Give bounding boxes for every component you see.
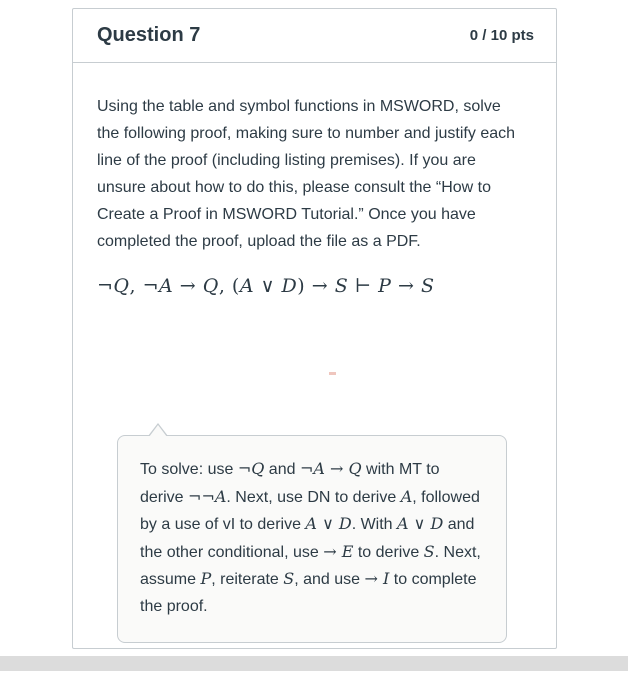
- question-body: [73, 63, 556, 297]
- question-card: [72, 8, 557, 649]
- hint-text: To solve: use ¬Q and ¬A → Q with MT to derive ¬¬A. Next, use DN to derive A, followed by a use of vI to derive A ∨ D. With A ∨ D and the other conditional, use → E to derive S. Next, assume P, reiterate S, and use → I to complete the proof.: [140, 459, 481, 615]
- cursor-mark: [329, 372, 336, 375]
- question-title: Question 7: [97, 24, 201, 46]
- proof-formula: ¬Q, ¬A → Q, (A ∨ D) → S ⊢ P → S: [97, 275, 435, 297]
- question-points: 0 / 10 pts: [469, 27, 534, 44]
- question-text: Using the table and symbol functions in MSWORD, solve the following proof, making sure to number and justify each line of the proof (including listing premises). If you are unsure about how to do this, please consult the “How to Create a Proof in MSWORD Tutorial.” Once you have completed the proof, upload the file as a PDF.: [97, 98, 516, 250]
- next-card-edge: [0, 656, 628, 671]
- hint-tooltip: [117, 435, 507, 643]
- question-header: [73, 9, 556, 63]
